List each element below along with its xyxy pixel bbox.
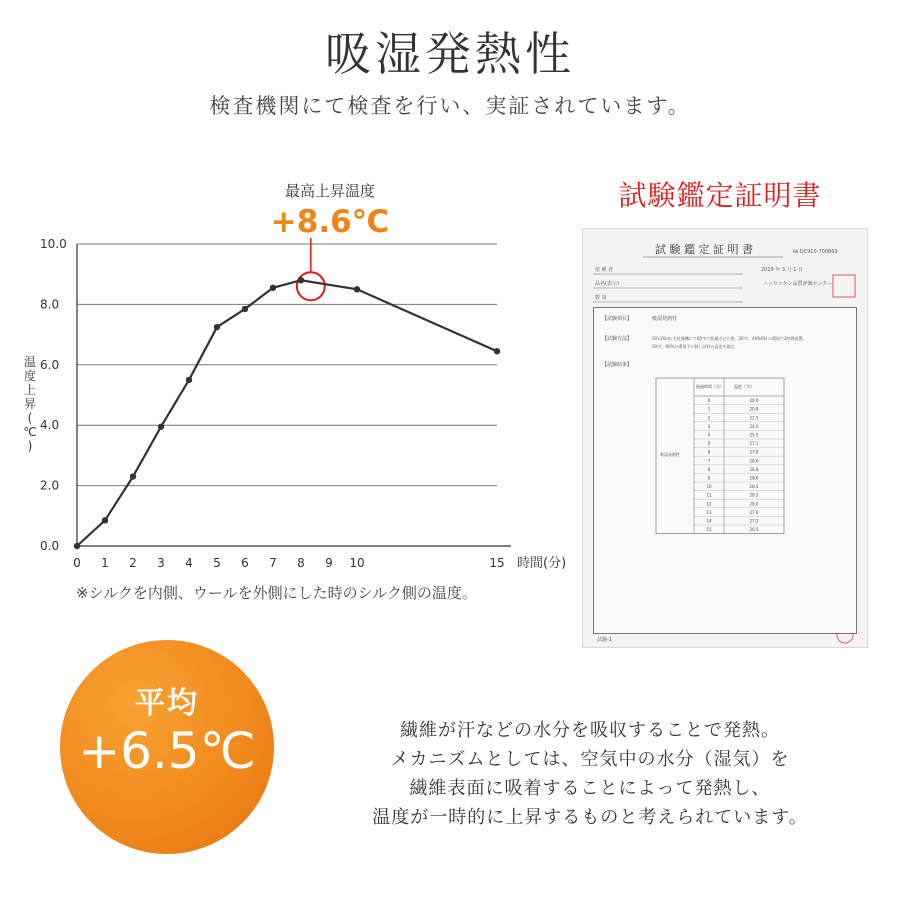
data-point-9 — [354, 286, 360, 292]
data-point-7 — [270, 285, 276, 291]
y-tick-label-0: 0.0 — [40, 539, 60, 553]
x-tick-label-8: 8 — [297, 556, 305, 570]
series-points — [74, 277, 500, 549]
x-tick-label-5: 5 — [213, 556, 221, 570]
doc-table-time-4: 4 — [707, 432, 711, 438]
series-line — [77, 280, 497, 546]
doc-number: № DC910-700869 — [793, 249, 838, 255]
doc-date: 2019 年 3 月 1 日 — [761, 267, 804, 273]
doc-method-line1: 20×20cm を乾燥機にて60℃で乾燥させた後、20℃、40%RH の環境で2時間放置。 — [652, 336, 807, 341]
doc-method-line2: 20℃、90%の環境下に移し試料の温度を測定。 — [652, 344, 739, 349]
x-tick-label-2: 2 — [129, 556, 137, 570]
data-point-2 — [130, 473, 136, 479]
doc-table-temp-1: 20.8 — [749, 406, 759, 412]
data-point-0 — [74, 543, 80, 549]
certificate-body — [593, 307, 857, 634]
y-tick-labels — [40, 237, 67, 553]
description-line-3: 温度が一時的に上昇するものと考えられています。 — [372, 807, 808, 828]
x-tick-label-10: 10 — [349, 556, 365, 570]
x-tick-label-11: 15 — [489, 556, 505, 570]
x-tick-label-9: 9 — [325, 556, 333, 570]
data-point-6 — [242, 306, 248, 312]
description-line-1: メカニズムとしては、空気中の水分（湿気）を — [390, 749, 790, 770]
certificate-document — [582, 228, 868, 648]
doc-table-temp-13: 27.6 — [749, 509, 759, 515]
page-title: 吸湿発熱性 — [325, 27, 575, 81]
doc-table-time-5: 5 — [707, 441, 711, 447]
doc-table-time-8: 8 — [707, 466, 711, 472]
doc-table-time-0: 0 — [707, 398, 711, 404]
doc-table-time-10: 10 — [706, 484, 712, 490]
peak-label: 最高上昇温度 — [284, 182, 375, 200]
peak-marker-ring — [297, 272, 325, 300]
x-axis-label: 時間(分) — [517, 556, 567, 571]
chart-footnote: ※シルクを内側、ウールを外側にした時のシルク側の温度。 — [76, 584, 477, 602]
x-tick-labels — [73, 556, 504, 570]
doc-table-header-temp: 温度（℃） — [734, 384, 755, 389]
x-tick-label-3: 3 — [157, 556, 165, 570]
doc-table-temp-2: 22.5 — [749, 415, 759, 421]
x-tick-label-1: 1 — [101, 556, 109, 570]
doc-table-temp-8: 28.8 — [749, 466, 759, 472]
average-value: +6.5℃ — [78, 722, 256, 780]
doc-table-time-13: 13 — [706, 509, 712, 515]
doc-seal-stamp — [833, 275, 855, 297]
doc-table-temp-4: 25.5 — [749, 432, 759, 438]
doc-table-time-11: 11 — [706, 492, 712, 498]
doc-item-2: 【試験結果】 — [602, 362, 633, 368]
doc-item-0: 【試験項目】 — [602, 316, 633, 322]
doc-heading: 試 験 鑑 定 証 明 書 — [655, 243, 753, 256]
y-tick-label-4: 8.0 — [40, 297, 60, 312]
doc-table-item: 吸湿発熱性 — [660, 451, 680, 457]
doc-table-temp-15: 26.5 — [749, 527, 759, 533]
certificate-body-svg — [594, 308, 856, 633]
description — [330, 716, 850, 832]
doc-row-label-0: 依 頼 者 — [595, 267, 614, 273]
doc-table-time-14: 14 — [706, 518, 712, 524]
data-point-4 — [186, 377, 192, 383]
y-axis-label: 温度上昇( ℃ ) — [23, 355, 37, 453]
x-tick-label-7: 7 — [269, 556, 277, 570]
doc-row-label-2: 数 量 — [595, 295, 607, 301]
doc-table-time-12: 12 — [706, 501, 712, 507]
doc-table-temp-10: 28.5 — [749, 484, 759, 490]
doc-table-header-time: 経過時間（分） — [696, 384, 724, 389]
doc-table-time-3: 3 — [707, 423, 711, 429]
doc-table-temp-5: 27.1 — [749, 441, 759, 447]
doc-row-label-1: 品名(表示) — [595, 281, 619, 287]
y-tick-label-3: 6.0 — [40, 357, 60, 372]
doc-table-temp-7: 28.6 — [749, 458, 759, 464]
doc-table-temp-14: 27.2 — [749, 518, 759, 524]
y-tick-label-1: 2.0 — [40, 478, 60, 493]
x-tick-label-4: 4 — [185, 556, 193, 570]
y-tick-label-5: 10.0 — [40, 237, 67, 251]
data-point-3 — [158, 424, 164, 430]
x-tick-label-6: 6 — [241, 556, 249, 570]
data-point-10 — [494, 348, 500, 354]
peak-leader — [297, 238, 325, 300]
description-line-0: 繊維が汗などの水分を吸収することで発熱。 — [400, 720, 780, 741]
doc-table-time-7: 7 — [707, 458, 711, 464]
doc-table-temp-6: 27.8 — [749, 449, 759, 455]
doc-table-time-2: 2 — [707, 415, 711, 421]
x-tick-label-0: 0 — [73, 556, 81, 570]
doc-item-1: 【試験方法】 — [602, 336, 633, 342]
peak-value: +8.6℃ — [270, 204, 390, 240]
doc-table-time-15: 15 — [706, 527, 712, 533]
doc-footer-left: 試験-1 — [597, 637, 612, 643]
page-subtitle: 検査機関にて検査を行い、実証されています。 — [209, 94, 691, 118]
data-point-1 — [102, 517, 108, 523]
doc-item-value: 吸湿発熱性 — [652, 316, 678, 322]
temperature-chart — [0, 230, 580, 580]
doc-table-temp-0: 20.0 — [749, 398, 759, 404]
doc-table-time-1: 1 — [707, 406, 711, 412]
doc-table-temp-11: 28.3 — [749, 492, 759, 498]
doc-table-time-9: 9 — [707, 475, 711, 481]
doc-result-table — [656, 378, 784, 534]
doc-table-temp-12: 28.0 — [749, 501, 759, 507]
y-tick-label-2: 4.0 — [40, 418, 60, 433]
doc-table-time-6: 6 — [707, 449, 711, 455]
doc-table-temp-9: 28.6 — [749, 475, 759, 481]
doc-table-temp-3: 24.0 — [749, 423, 759, 429]
description-line-2: 繊維表面に吸着することによって発熱し、 — [409, 778, 771, 799]
certificate-title: 試験鑑定証明書 — [618, 179, 822, 212]
doc-org: ニッセンケン品質評価センター — [763, 281, 833, 287]
chart-axes — [77, 244, 511, 546]
series-polyline — [77, 280, 497, 546]
average-label: 平均 — [135, 686, 199, 721]
average-badge — [60, 640, 274, 854]
data-point-5 — [214, 324, 220, 330]
chart-grid — [77, 244, 497, 486]
data-point-8 — [298, 277, 304, 283]
